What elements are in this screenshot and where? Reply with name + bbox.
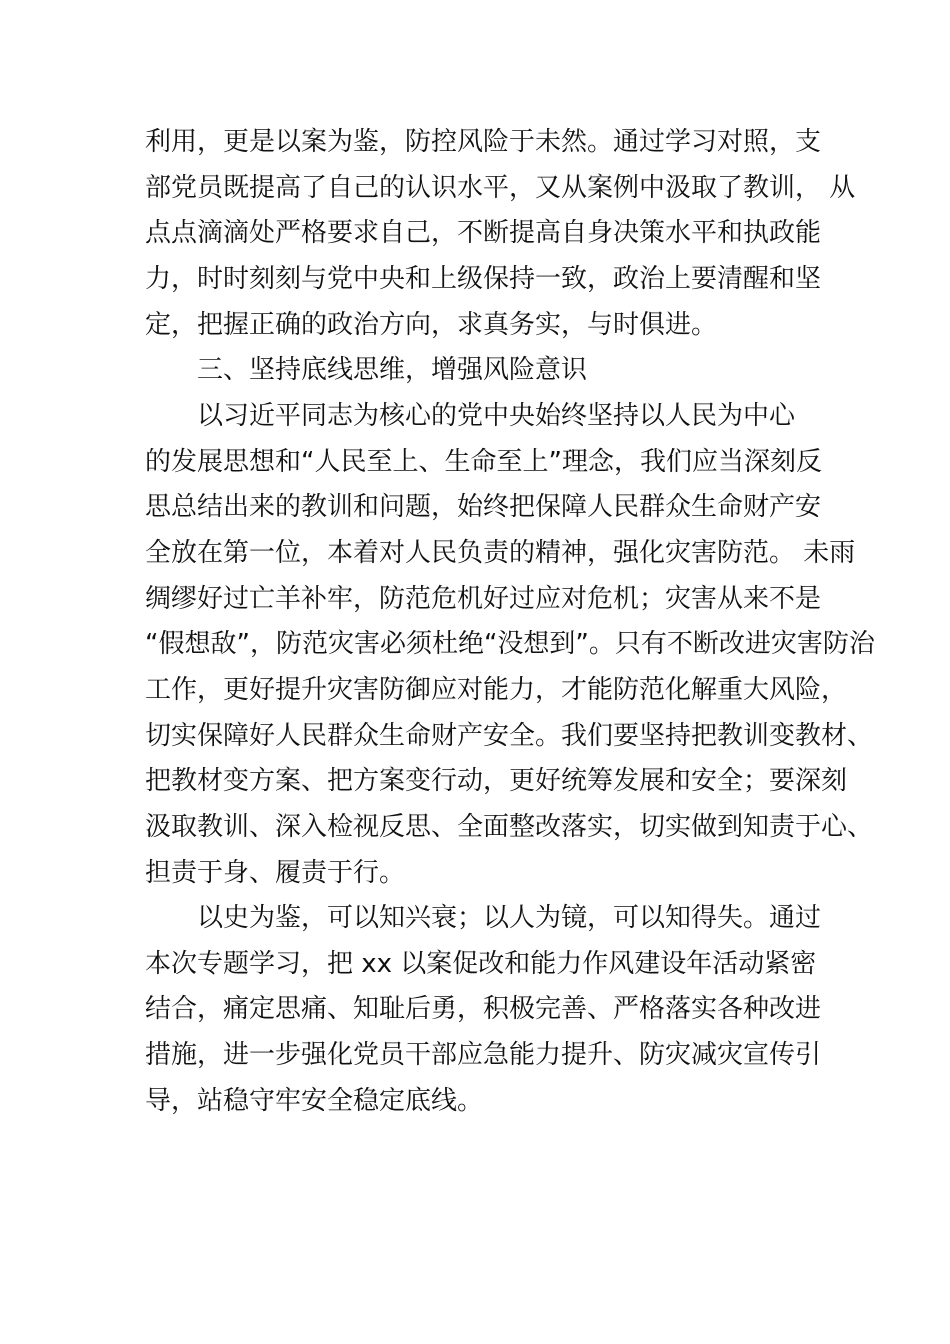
text-line: 的发展思想和“人民至上、生命至上”理念，我们应当深刻反 [145, 446, 822, 477]
text-line: 导，站稳守牢安全稳定底线。 [145, 1085, 484, 1116]
text-line: 全放在第一位，本着对人民负责的精神，强化灾害防范。 未雨 [145, 537, 856, 568]
text-line: 以习近平同志为核心的党中央始终坚持以人民为中心 [197, 400, 796, 431]
text-line: “假想敌”，防范灾害必须杜绝“没想到”。只有不断改进灾害防治 [145, 629, 875, 660]
text-line: 思总结出来的教训和问题，始终把保障人民群众生命财产安 [145, 492, 822, 523]
text-line: 措施，进一步强化党员干部应急能力提升、防灾减灾宣传引 [145, 1040, 822, 1071]
text-line: 切实保障好人民群众生命财产安全。我们要坚持把教训变教材、 [145, 720, 874, 751]
text-line: 把教材变方案、把方案变行动，更好统筹发展和安全；要深刻 [145, 766, 848, 797]
text-line: 利用，更是以案为鉴，防控风险于未然。通过学习对照，支 [145, 127, 822, 157]
section-heading [145, 348, 845, 394]
text-line: 部党员既提高了自己的认识水平，又从案例中汲取了教训， 从 [145, 172, 856, 203]
paragraph [145, 120, 856, 348]
text-line: 担责于身、履责于行。 [145, 857, 406, 888]
text-line: 结合，痛定思痛、知耻后勇，积极完善、严格落实各种改进 [145, 994, 822, 1025]
text-line: 汲取教训、深入检视反思、全面整改落实，切实做到知责于心、 [145, 811, 874, 842]
text-line: 三、坚持底线思维，增强风险意识 [197, 355, 588, 386]
document-page [145, 120, 875, 1124]
text-line: 工作，更好提升灾害防御应对能力，才能防范化解重大风险， [145, 674, 848, 705]
paragraph [145, 394, 875, 896]
paragraph [145, 896, 845, 1124]
text-line: 绸缪好过亡羊补牢，防范危机好过应对危机；灾害从来不是 [145, 583, 822, 614]
text-line: 以史为鉴，可以知兴衰；以人为镜，可以知得失。通过 [197, 903, 822, 934]
text-line: 本次专题学习，把 xx 以案促改和能力作风建设年活动紧密 [145, 948, 817, 979]
text-line: 定，把握正确的政治方向，求真务实，与时俱进。 [145, 309, 718, 340]
text-line: 点点滴滴处严格要求自己，不断提高自身决策水平和执政能 [145, 218, 822, 249]
text-line: 力，时时刻刻与党中央和上级保持一致，政治上要清醒和坚 [145, 263, 822, 294]
